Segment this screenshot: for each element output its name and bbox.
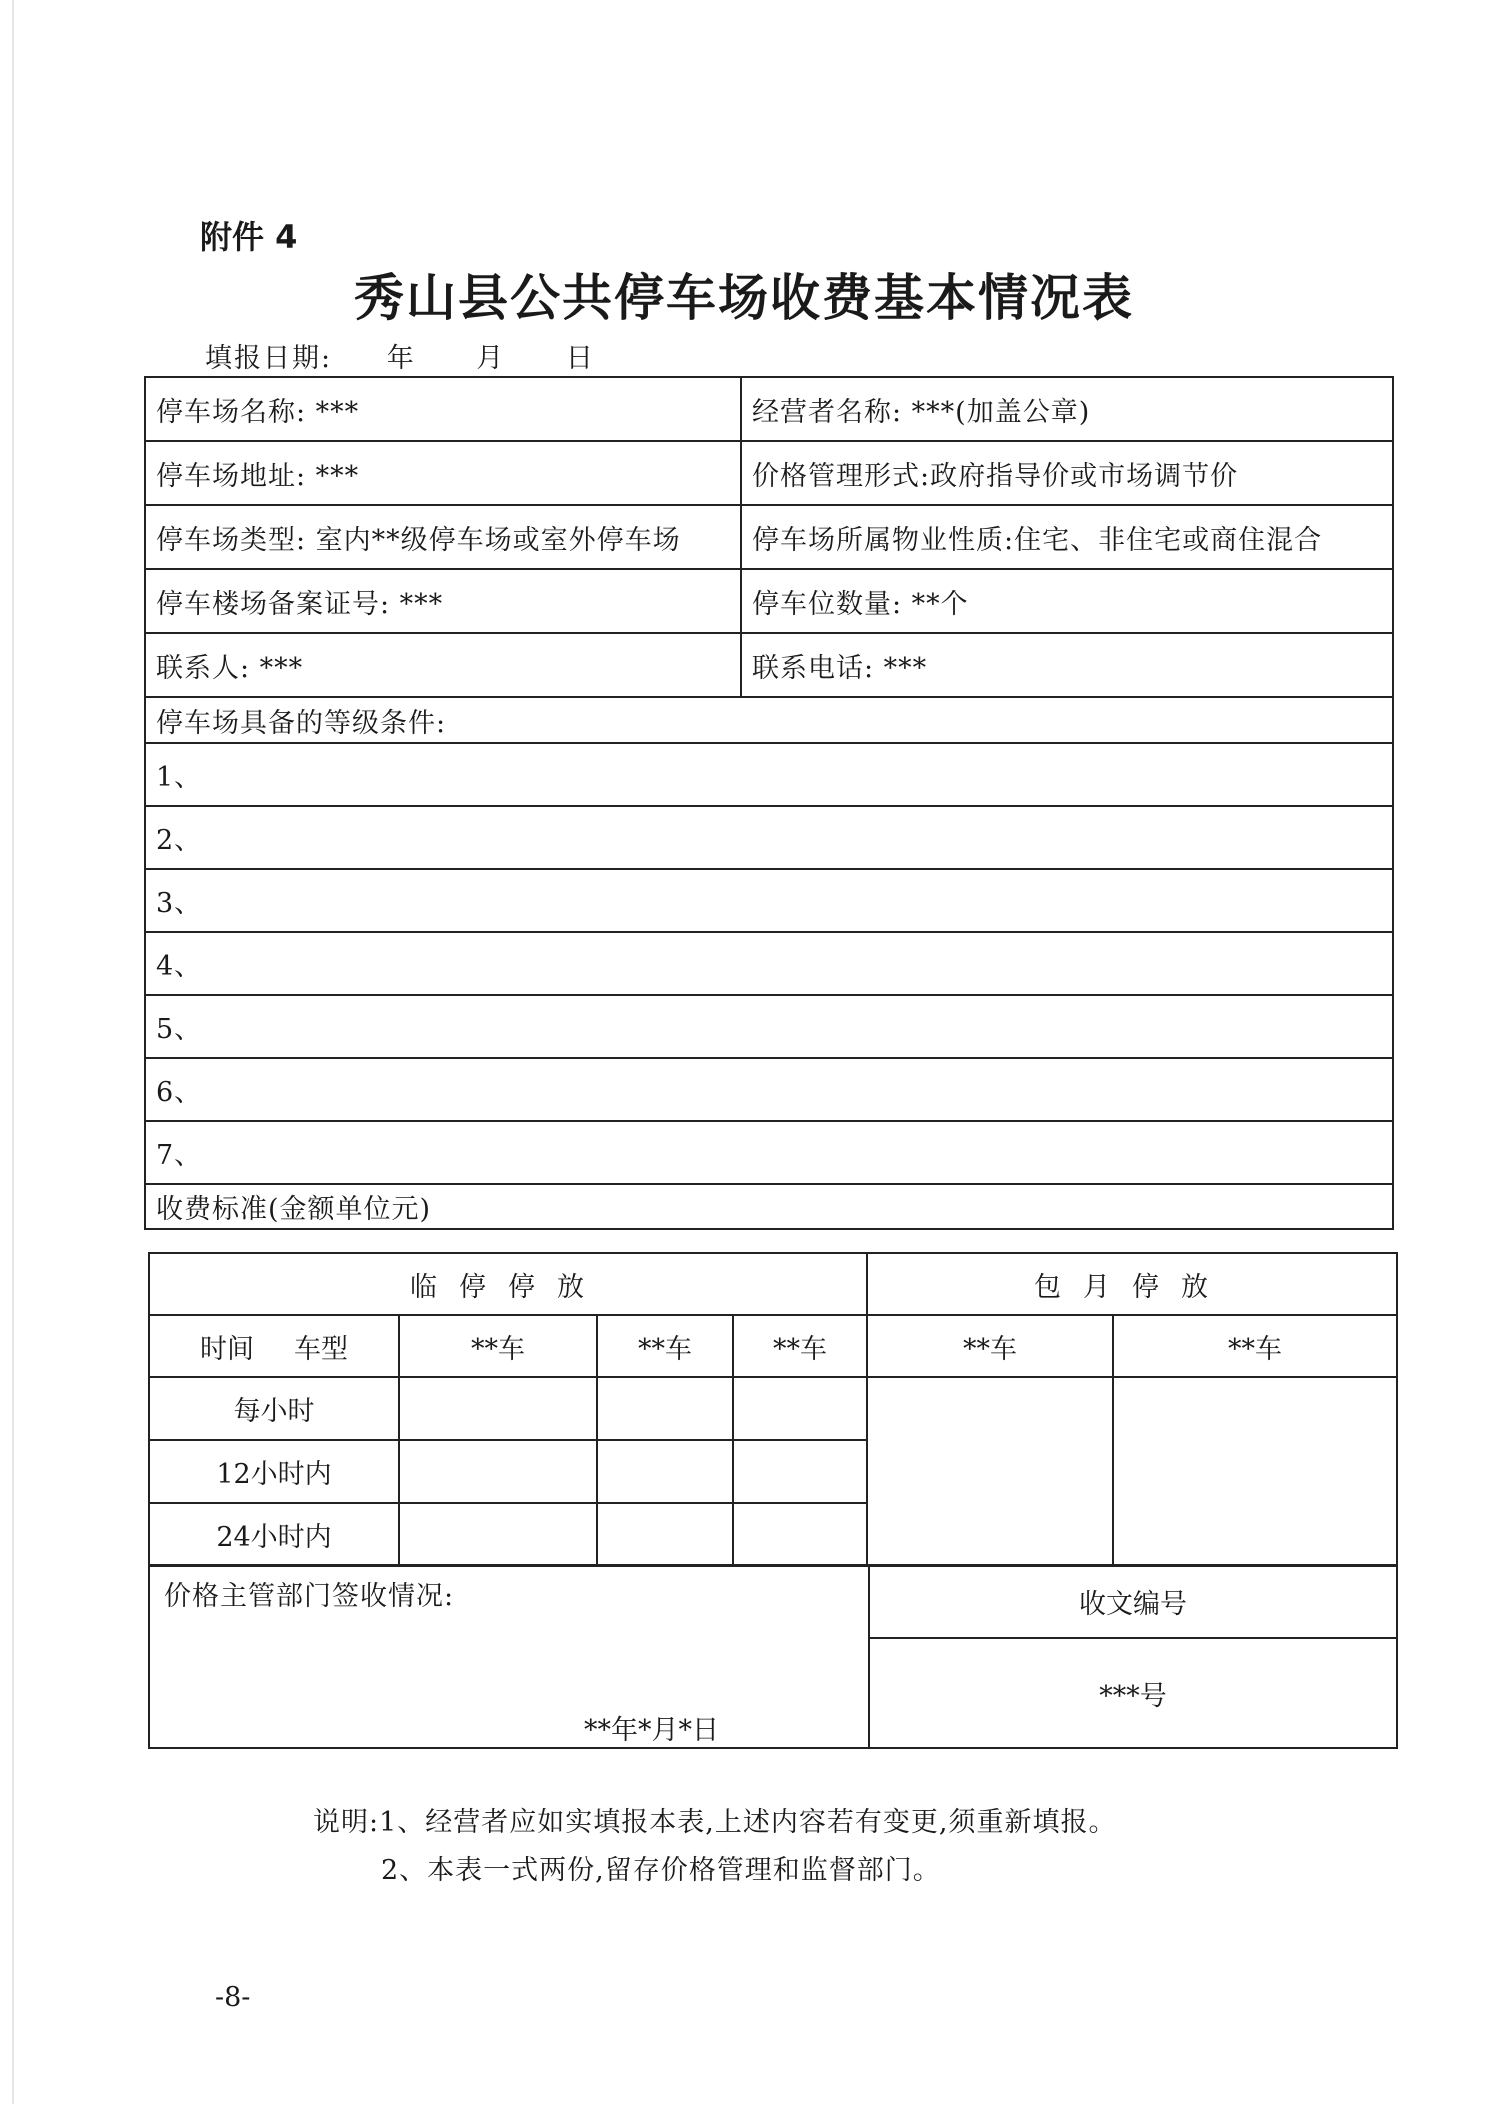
property-nature-field[interactable]: 停车场所属物业性质:住宅、非住宅或商住混合 [741, 505, 1393, 569]
row-label-hourly: 每小时 [149, 1377, 399, 1440]
vehicle-column-header: **车 [597, 1315, 733, 1377]
contact-person-field[interactable]: 联系人: *** [145, 633, 741, 697]
operator-name-field[interactable]: 经营者名称: ***(加盖公章) [741, 377, 1393, 441]
fill-date-year: 年 [386, 343, 416, 374]
vehicle-column-header: **车 [399, 1315, 597, 1377]
contact-phone-field[interactable]: 联系电话: *** [741, 633, 1393, 697]
fee-cell[interactable] [597, 1503, 733, 1566]
signoff-table [148, 1564, 1398, 1749]
condition-item[interactable]: 4、 [145, 932, 1393, 995]
signoff-label: 价格主管部门签收情况: [164, 1581, 455, 1612]
temporary-parking-header: 临停停放 [149, 1253, 867, 1315]
fee-cell[interactable] [399, 1440, 597, 1503]
time-vehicle-type-header [149, 1315, 399, 1377]
fill-date-day: 日 [565, 343, 595, 374]
monthly-fee-cell[interactable] [867, 1377, 1113, 1566]
condition-item[interactable]: 1、 [145, 743, 1393, 806]
note-line: 说明:1、经营者应如实填报本表,上述内容若有变更,须重新填报。 [313, 1807, 1117, 1838]
row-label-12h: 12小时内 [149, 1440, 399, 1503]
doc-number-value[interactable]: ***号 [869, 1638, 1397, 1748]
fee-cell[interactable] [733, 1503, 867, 1566]
table-row [149, 1377, 1397, 1440]
info-row [145, 505, 1393, 569]
fee-standard-label: 收费标准(金额单位元) [145, 1184, 1393, 1229]
info-row [145, 569, 1393, 633]
parking-name-field[interactable]: 停车场名称: *** [145, 377, 741, 441]
signoff-date: **年*月*日 [584, 1715, 719, 1746]
fee-cell[interactable] [733, 1377, 867, 1440]
info-row [145, 633, 1393, 697]
note-line: 2、本表一式两份,留存价格管理和监督部门。 [381, 1855, 941, 1886]
condition-item[interactable]: 3、 [145, 869, 1393, 932]
time-label: 时间 [200, 1333, 254, 1365]
row-label-24h: 24小时内 [149, 1503, 399, 1566]
page-title: 秀山县公共停车场收费基本情况表 [354, 269, 1134, 327]
vehicle-column-header: **车 [867, 1315, 1113, 1377]
doc-number-label: 收文编号 [869, 1565, 1397, 1638]
fee-cell[interactable] [399, 1503, 597, 1566]
fill-date-label: 填报日期: [205, 343, 333, 374]
condition-item[interactable]: 6、 [145, 1058, 1393, 1121]
vehicle-column-header: **车 [1113, 1315, 1397, 1377]
parking-type-field[interactable]: 停车场类型: 室内**级停车场或室外停车场 [145, 505, 741, 569]
fee-cell[interactable] [597, 1377, 733, 1440]
monthly-parking-header: 包月停放 [867, 1253, 1397, 1315]
info-row [145, 441, 1393, 505]
space-count-field[interactable]: 停车位数量: **个 [741, 569, 1393, 633]
fee-cell[interactable] [597, 1440, 733, 1503]
vehicle-column-header: **车 [733, 1315, 867, 1377]
fee-cell[interactable] [399, 1377, 597, 1440]
fill-date [205, 336, 595, 375]
signoff-cell[interactable] [149, 1565, 869, 1748]
info-row [145, 377, 1393, 441]
attachment-label: 附件 4 [200, 218, 298, 256]
fill-date-month: 月 [476, 343, 506, 374]
price-management-field[interactable]: 价格管理形式:政府指导价或市场调节价 [741, 441, 1393, 505]
fee-cell[interactable] [733, 1440, 867, 1503]
info-table [144, 376, 1394, 1230]
parking-address-field[interactable]: 停车场地址: *** [145, 441, 741, 505]
registration-number-field[interactable]: 停车楼场备案证号: *** [145, 569, 741, 633]
condition-item[interactable]: 5、 [145, 995, 1393, 1058]
condition-item[interactable]: 7、 [145, 1121, 1393, 1184]
condition-item[interactable]: 2、 [145, 806, 1393, 869]
page-number: -8- [215, 1982, 251, 2013]
fee-table [148, 1252, 1398, 1567]
vehicle-type-label: 车型 [294, 1333, 348, 1365]
monthly-fee-cell[interactable] [1113, 1377, 1397, 1566]
conditions-label: 停车场具备的等级条件: [145, 697, 1393, 743]
